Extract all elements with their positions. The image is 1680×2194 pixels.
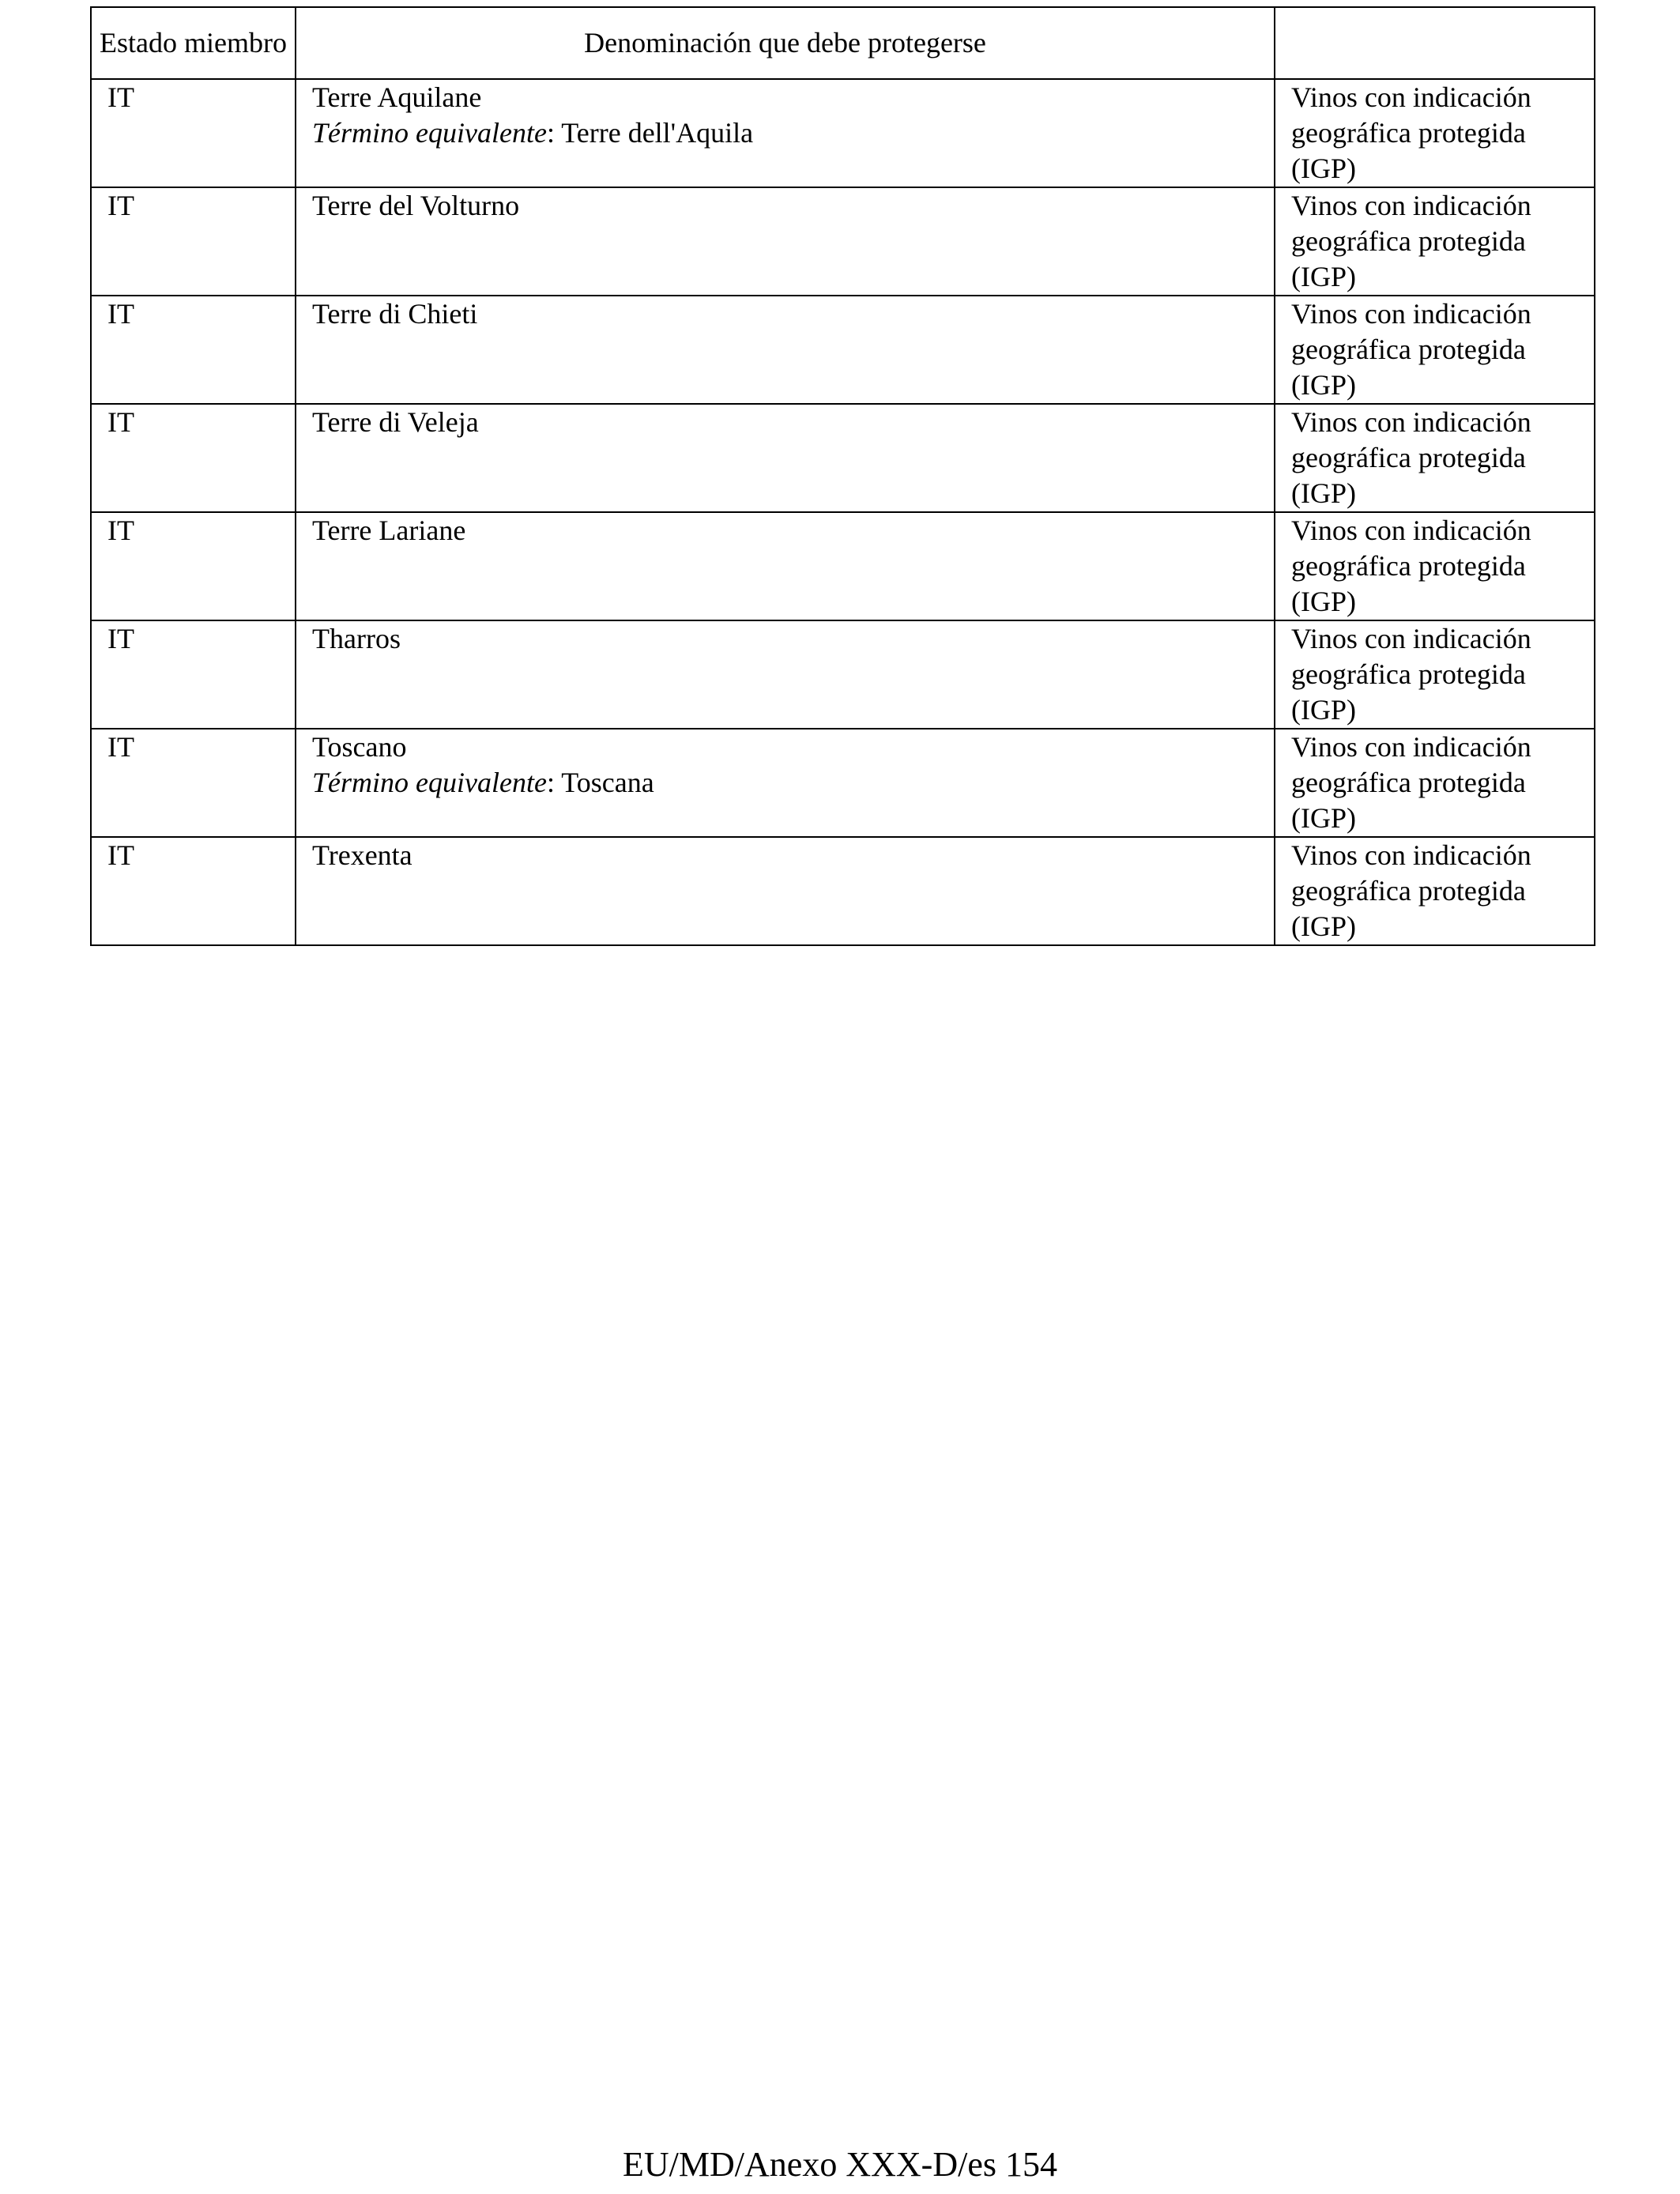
equivalent-term-label: Término equivalente [312, 767, 547, 798]
state-cell: IT [91, 296, 296, 404]
header-type [1275, 7, 1595, 79]
header-state: Estado miembro [91, 7, 296, 79]
name-cell [296, 79, 1275, 187]
table-row [91, 837, 1595, 945]
product-type: Vinos con indicación geográfica protegida (IGP) [1291, 515, 1531, 617]
type-cell [1275, 79, 1595, 187]
geographical-indications-table [90, 6, 1595, 946]
type-cell [1275, 837, 1595, 945]
equivalent-term-label: Término equivalente [312, 117, 547, 149]
protected-name: Terre Aquilane [312, 81, 482, 113]
protected-name: Terre di Veleja [312, 406, 479, 438]
state-cell: IT [91, 79, 296, 187]
name-cell [296, 296, 1275, 404]
equivalent-term-value: : Toscana [546, 767, 654, 798]
protected-name: Toscano [312, 731, 407, 763]
state-cell: IT [91, 404, 296, 512]
table-row [91, 296, 1595, 404]
type-cell [1275, 187, 1595, 296]
table-row [91, 79, 1595, 187]
name-cell [296, 620, 1275, 729]
name-cell [296, 729, 1275, 837]
name-cell [296, 837, 1275, 945]
table-row [91, 729, 1595, 837]
protected-name: Tharros [312, 623, 401, 654]
product-type: Vinos con indicación geográfica protegida (IGP) [1291, 839, 1531, 942]
type-cell [1275, 729, 1595, 837]
equivalent-term [312, 765, 1268, 801]
state-cell: IT [91, 620, 296, 729]
protected-name: Terre di Chieti [312, 298, 478, 330]
type-cell [1275, 296, 1595, 404]
protected-name: Terre del Volturno [312, 190, 520, 221]
table-row [91, 620, 1595, 729]
table-row [91, 512, 1595, 620]
name-cell [296, 512, 1275, 620]
table-header-row [91, 7, 1595, 79]
product-type: Vinos con indicación geográfica protegida (IGP) [1291, 298, 1531, 401]
name-cell [296, 187, 1275, 296]
type-cell [1275, 512, 1595, 620]
state-cell: IT [91, 187, 296, 296]
table-row [91, 404, 1595, 512]
product-type: Vinos con indicación geográfica protegida (IGP) [1291, 190, 1531, 292]
product-type: Vinos con indicación geográfica protegida (IGP) [1291, 81, 1531, 184]
type-cell [1275, 620, 1595, 729]
product-type: Vinos con indicación geográfica protegida (IGP) [1291, 406, 1531, 509]
name-cell [296, 404, 1275, 512]
state-cell: IT [91, 729, 296, 837]
protected-name: Trexenta [312, 839, 412, 871]
equivalent-term-value: : Terre dell'Aquila [546, 117, 754, 149]
page-footer-reference: EU/MD/Anexo XXX-D/es 154 [623, 2145, 1057, 2184]
state-cell: IT [91, 837, 296, 945]
header-name: Denominación que debe protegerse [296, 7, 1275, 79]
equivalent-term [312, 115, 1268, 151]
product-type: Vinos con indicación geográfica protegida (IGP) [1291, 623, 1531, 726]
state-cell: IT [91, 512, 296, 620]
product-type: Vinos con indicación geográfica protegida (IGP) [1291, 731, 1531, 834]
protected-name: Terre Lariane [312, 515, 466, 546]
table-row [91, 187, 1595, 296]
type-cell [1275, 404, 1595, 512]
